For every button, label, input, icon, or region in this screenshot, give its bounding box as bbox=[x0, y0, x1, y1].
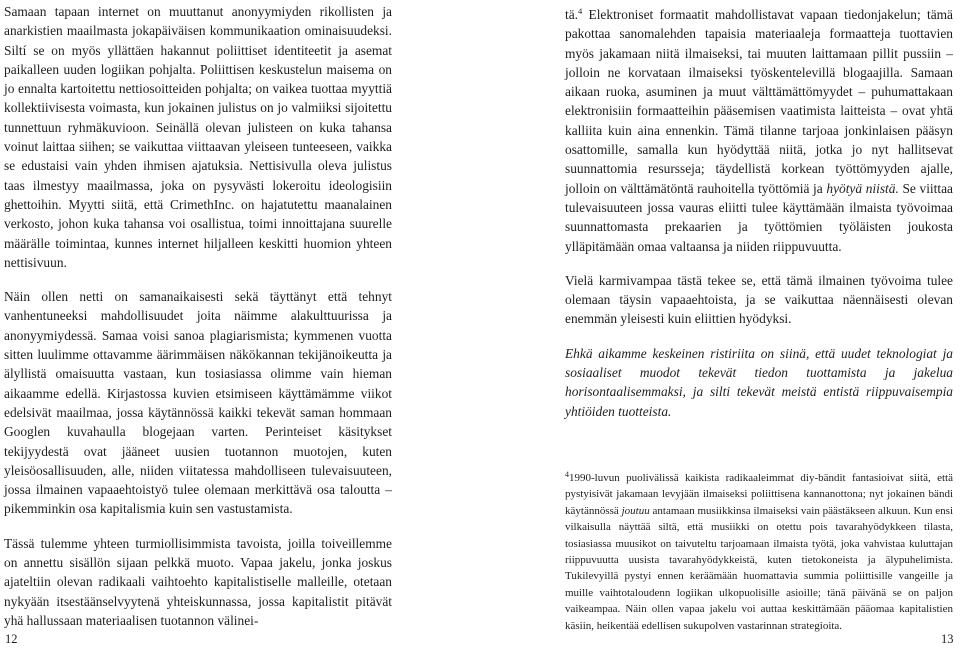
footnote-emphasis: joutuu bbox=[621, 504, 650, 517]
page-number-right: 13 bbox=[941, 632, 954, 646]
paragraph: Tässä tulemme yhteen turmiollisimmista tavoista, joilla toiveillemme on annettu sisällön sijaan pelkkä muoto. Vapaa jakelu, jonka joskus ajateltiin olevan radikaali vaihtoehto kapitalistiselle malleille, otetaan nykyään itsestäänselvyytenä yhteiskunnassa, jossa kapitalistit pitävät yhä hallussaan materiaalisen tuotannon välinei- bbox=[4, 535, 392, 628]
footnote bbox=[565, 467, 953, 634]
paragraph-text: Se viittaa tulevaisuuteen jossa vauras eliitti tulee käyttämään ilmaista työvoimaa suunnattomasta prekaarien ja työttömien työläisten joukosta ylläpitämään omaa valtaansa ja niiden riippuvuutta. bbox=[565, 180, 953, 254]
paragraph-text: Elektroniset formaatit mahdollistavat vapaan tiedonjakelun; tämä pakottaa sanomalehden tapaisia materiaaleja formaatteja tuottavien myös jakamaan niitä ilmaiseksi, tai muuten laittamaan pillit pussiin – jolloin ne korvataan ilmaiseksi työskentelevillä blogaajilla. Samaan aikaan ruoka, asuminen ja muut välttämättömyydet – puhumattakaan elektronisiin formaatteihin pääsemisen vaatimista laitteista – ovat yhtä kalliita kuin aina ennenkin. Tämä tilanne tarjoaa jonkinlaisen pääsyn osattomille, samalla kun hyödyttää niitä, jotka jo nyt hallitsevat suunnattomia resursseja; täydellistä korkean työttömyyden ajalle, jolloin on välttämätöntä rauhoitella työttömiä ja bbox=[565, 7, 953, 196]
paragraph-start: tä. bbox=[565, 7, 579, 22]
right-page-text bbox=[565, 2, 953, 634]
emphasis-paragraph: Ehkä aikamme keskeinen ristiriita on siinä, että uudet teknologiat ja sosiaaliset muodot tekevät tiedon tuottamista ja jakelua horisontaalisemmaksi, ja silti tekevät meistä entistä riippuvaisempia yhtiöiden tuotteista. bbox=[565, 345, 953, 419]
footnote-text: 1990-luvun puolivälissä kaikista radikaaleimmat diy-bändit fantasioivat siitä, että pystyisivät jakamaan levyjään ilmaiseksi poliittisena kannanottona; nyt jokainen bändi käytännössä bbox=[565, 471, 953, 517]
emphasis-text: hyötyä niistä. bbox=[826, 180, 899, 196]
paragraph bbox=[565, 344, 953, 421]
page-number-left: 12 bbox=[5, 632, 18, 646]
left-page-text bbox=[4, 2, 392, 630]
footnote-number: 4 bbox=[565, 469, 569, 479]
paragraph: Näin ollen netti on samanaikaisesti sekä täyttänyt että tehnyt vanhentuneeksi mahdollisuudet joita näimme alakulttuurissa ja anonyymiydessä. Samaa voisi sanoa plagiarismista; kymmenen vuotta sitten luulimme ottavamme äärimmäisen näkökannan tekijänoikeutta ja älyllistä omaisuutta vastaan, kun tosiasiassa olimme vain hieman aikaamme edellä. Kirjastossa kuvien etsimiseen käyttämämme viikot edelsivät maailmaa, jossa käytännössä kaikki tekevät saman hommaan Googlen kuvahaulla blogejaan varten. Perinteiset käsitykset tekijyydestä ovat jääneet uusien tuotannon muotojen, kuten yleisöosallisuuden, alle, niiden viitatessa mahdolliseen tulevaisuuteen, jossa ilmainen vapaaehtoistyö tulee olemaan merkittävä osa taloutta – pikemminkin osa kapitalismia kuin sen vastustamista. bbox=[4, 289, 392, 517]
paragraph: Vielä karmivampaa tästä tekee se, että tämä ilmainen työvoima tulee olemaan täysin vapaaehtoista, ja se vaikuttaa näennäisesti olevan enemmän yleisesti kuin eliittien hyödyksi. bbox=[565, 272, 953, 327]
footnote-reference: 4 bbox=[578, 6, 583, 16]
paragraph bbox=[565, 2, 953, 256]
paragraph: Samaan tapaan internet on muuttanut anonyymiyden rikollisten ja anarkistien maailmasta jokapäiväisen kommunikaation ominaisuudeksi. Siltí se on myös yllättäen hakannut poliittiset identiteetit ja asemat paikalleen uuden logiikan pohjalta. Poliittisen keskustelun maisema on jo ennalta kartoitettu nettiosoitteiden pohjalta; on vaikea tuottaa myyttiä kollektiivisesta voimasta, kun jokainen julistus on jo valmiiksi sijoitettu tunnettuun ryhmäkuvioon. Seinällä olevan julisteen on kuka tahansa voinut laittaa siihen; se vaikuttaa viittaavan yleiseen tunteeseen, vaikka se edustaisi vain yhden ihmisen ajatuksia. Nettisivulla oleva julistus taas ilmestyy maailmassa, joka on pysyvästi lokeroitu ideologisiin ghettoihin. Myytti siitä, että CrimethInc. on hajatutettu maanalainen verkosto, johon kuka tahansa voi osallistua, toimi innoittajana suurelle määrälle toimintaa, kunnes internet hiljalleen keskitti huomion yhteen nettisivuun. bbox=[4, 4, 392, 270]
footnote-text: antamaan musiikkinsa ilmaiseksi vain päästäkseen alkuun. Kun ensi vilkaisulla näyttää siltä, että musiikki on otettu pois tavarahyödykkeen tilasta, tosiasiassa muusikot on taivuteltu tarjoamaan ilmaista työtä, joka vahvistaa kuluttajan riippuvuutta uusista tavarahyödykkeistä, kuten tietokoneista ja älypuhelimista. Tukilevyillä pystyi ennen keräämään huomattavia summia poliittisille vangeille ja muille vaihtotaloudenn logiikan ulkopuolisille asioille; tänä päivänä se on paljon vaikeampaa. Näin ollen vapaa jakelu voi auttaa keskittämään pääomaa kapitalistien käsiin, heikentää edellisen sukupolven vastarinnan strategioita. bbox=[565, 504, 954, 632]
